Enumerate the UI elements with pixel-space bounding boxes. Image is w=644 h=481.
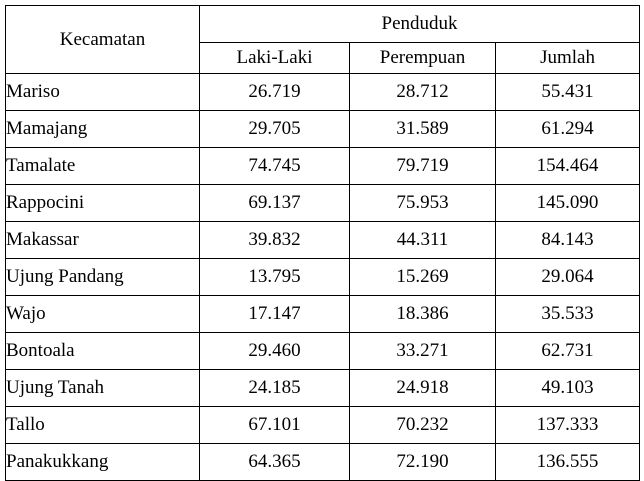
cell-laki-laki: 64.365 xyxy=(200,444,350,481)
table-row xyxy=(6,444,640,481)
cell-perempuan: 18.386 xyxy=(350,296,496,333)
table-row xyxy=(6,259,640,296)
cell-perempuan: 31.589 xyxy=(350,111,496,148)
table-row xyxy=(6,407,640,444)
cell-laki-laki: 29.705 xyxy=(200,111,350,148)
cell-laki-laki: 67.101 xyxy=(200,407,350,444)
cell-jumlah: 49.103 xyxy=(496,370,640,407)
cell-jumlah: 61.294 xyxy=(496,111,640,148)
cell-perempuan: 44.311 xyxy=(350,222,496,259)
cell-perempuan: 79.719 xyxy=(350,148,496,185)
cell-laki-laki: 24.185 xyxy=(200,370,350,407)
cell-kecamatan: Makassar xyxy=(6,222,200,259)
cell-perempuan: 70.232 xyxy=(350,407,496,444)
cell-kecamatan: Ujung Tanah xyxy=(6,370,200,407)
table-header xyxy=(6,6,640,74)
cell-kecamatan: Mamajang xyxy=(6,111,200,148)
cell-laki-laki: 17.147 xyxy=(200,296,350,333)
cell-kecamatan: Mariso xyxy=(6,74,200,111)
cell-perempuan: 33.271 xyxy=(350,333,496,370)
header-perempuan: Perempuan xyxy=(350,43,496,74)
table-row xyxy=(6,222,640,259)
table-row xyxy=(6,296,640,333)
cell-jumlah: 29.064 xyxy=(496,259,640,296)
table-row xyxy=(6,74,640,111)
cell-jumlah: 55.431 xyxy=(496,74,640,111)
cell-kecamatan: Tallo xyxy=(6,407,200,444)
cell-perempuan: 72.190 xyxy=(350,444,496,481)
cell-laki-laki: 26.719 xyxy=(200,74,350,111)
cell-jumlah: 145.090 xyxy=(496,185,640,222)
table-row xyxy=(6,148,640,185)
cell-kecamatan: Bontoala xyxy=(6,333,200,370)
cell-jumlah: 35.533 xyxy=(496,296,640,333)
table-row xyxy=(6,185,640,222)
header-jumlah: Jumlah xyxy=(496,43,640,74)
table-row xyxy=(6,333,640,370)
cell-laki-laki: 13.795 xyxy=(200,259,350,296)
cell-kecamatan: Wajo xyxy=(6,296,200,333)
table-body xyxy=(6,74,640,481)
cell-kecamatan: Panakukkang xyxy=(6,444,200,481)
header-penduduk: Penduduk xyxy=(200,6,640,43)
cell-kecamatan: Tamalate xyxy=(6,148,200,185)
cell-jumlah: 137.333 xyxy=(496,407,640,444)
cell-kecamatan: Ujung Pandang xyxy=(6,259,200,296)
cell-laki-laki: 39.832 xyxy=(200,222,350,259)
cell-perempuan: 15.269 xyxy=(350,259,496,296)
cell-jumlah: 84.143 xyxy=(496,222,640,259)
table-row xyxy=(6,111,640,148)
cell-perempuan: 28.712 xyxy=(350,74,496,111)
cell-jumlah: 136.555 xyxy=(496,444,640,481)
cell-laki-laki: 74.745 xyxy=(200,148,350,185)
cell-laki-laki: 69.137 xyxy=(200,185,350,222)
cell-perempuan: 24.918 xyxy=(350,370,496,407)
cell-jumlah: 154.464 xyxy=(496,148,640,185)
cell-perempuan: 75.953 xyxy=(350,185,496,222)
cell-laki-laki: 29.460 xyxy=(200,333,350,370)
header-laki-laki: Laki-Laki xyxy=(200,43,350,74)
header-kecamatan: Kecamatan xyxy=(6,6,200,74)
header-row-top xyxy=(6,6,640,43)
population-table xyxy=(5,5,640,481)
cell-jumlah: 62.731 xyxy=(496,333,640,370)
table-row xyxy=(6,370,640,407)
cell-kecamatan: Rappocini xyxy=(6,185,200,222)
